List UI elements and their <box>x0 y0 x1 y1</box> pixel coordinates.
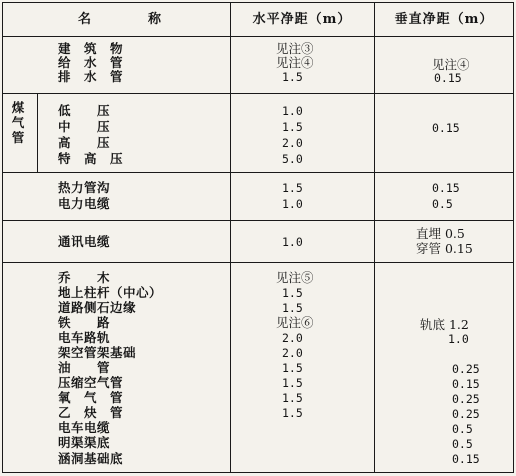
header-vertical: 垂直净距（m） <box>394 12 494 27</box>
row-horizontal: 1.5 <box>282 181 303 195</box>
row-name: 架空管架基础 <box>58 345 137 360</box>
row-name: 给 水 管 <box>58 55 124 70</box>
row-vertical: 轨底 1.2 <box>420 317 469 332</box>
left-border <box>2 2 3 473</box>
row-horizontal: 1.5 <box>282 286 303 300</box>
row-name: 氧 气 管 <box>58 390 124 405</box>
group-divider <box>2 220 514 221</box>
right-border <box>513 2 514 473</box>
row-name: 热力管沟 <box>58 180 111 195</box>
group-divider <box>2 93 514 94</box>
row-horizontal: 见注⑤ <box>276 270 314 285</box>
row-name: 低 压 <box>58 103 111 118</box>
row-name: 中 压 <box>58 119 111 134</box>
row-name: 涵洞基础底 <box>58 451 124 466</box>
row-vertical: 0.15 <box>434 71 462 85</box>
row-name: 电车电缆 <box>58 420 111 435</box>
row-horizontal: 1.0 <box>282 104 303 118</box>
row-horizontal: 见注③ <box>276 41 314 56</box>
gas-subdivider <box>37 93 38 172</box>
group-divider <box>2 172 514 173</box>
column-divider <box>230 2 231 473</box>
row-name: 乙 炔 管 <box>58 405 124 420</box>
row-vertical: 0.25 <box>452 392 480 406</box>
row-name: 建 筑 物 <box>58 41 124 56</box>
row-name: 电力电缆 <box>58 196 111 211</box>
row-horizontal: 2.0 <box>282 331 303 345</box>
row-name: 乔 木 <box>58 270 111 285</box>
row-name: 油 管 <box>58 360 111 375</box>
row-vertical: 0.15 <box>432 181 460 195</box>
row-vertical: 0.5 <box>432 197 453 211</box>
row-vertical: 见注④ <box>432 57 470 72</box>
row-name: 特 高 压 <box>58 151 124 166</box>
row-horizontal: 2.0 <box>282 346 303 360</box>
row-horizontal: 见注⑥ <box>276 315 314 330</box>
row-horizontal: 1.5 <box>282 120 303 134</box>
row-name: 地上柱杆（中心） <box>58 285 163 300</box>
row-vertical: 1.0 <box>448 332 469 346</box>
row-vertical: 0.25 <box>452 362 480 376</box>
row-horizontal: 1.5 <box>282 301 303 315</box>
row-vertical: 0.5 <box>452 437 473 451</box>
row-horizontal: 1.5 <box>282 376 303 390</box>
row-vertical: 直埋 0.5 <box>416 226 465 241</box>
row-name: 排 水 管 <box>58 69 124 84</box>
header-horizontal: 水平净距（m） <box>252 12 352 27</box>
row-vertical: 0.15 <box>432 121 460 135</box>
row-horizontal: 5.0 <box>282 152 303 166</box>
gas-pipe-label: 煤 气 管 <box>11 100 25 145</box>
row-vertical: 0.5 <box>452 422 473 436</box>
row-vertical-alt: 穿管 0.15 <box>416 241 473 256</box>
row-name: 明渠渠底 <box>58 435 111 450</box>
row-vertical: 0.15 <box>452 377 480 391</box>
row-name: 铁 路 <box>58 315 111 330</box>
row-vertical: 0.15 <box>452 452 480 466</box>
row-horizontal: 1.0 <box>282 235 303 249</box>
row-horizontal: 见注④ <box>276 55 314 70</box>
header-divider <box>2 36 514 37</box>
row-name: 通讯电缆 <box>58 234 111 249</box>
row-horizontal: 1.5 <box>282 391 303 405</box>
row-name: 道路侧石边缘 <box>58 300 137 315</box>
row-name: 压缩空气管 <box>58 375 124 390</box>
row-vertical: 0.25 <box>452 407 480 421</box>
row-horizontal: 1.0 <box>282 197 303 211</box>
row-name: 电车路轨 <box>58 330 111 345</box>
header-name: 名 称 <box>77 12 162 27</box>
row-horizontal: 2.0 <box>282 136 303 150</box>
row-horizontal: 1.5 <box>282 406 303 420</box>
row-horizontal: 1.5 <box>282 70 303 84</box>
table-bottom-border <box>2 472 514 473</box>
table-top-border <box>2 2 514 3</box>
column-divider <box>374 2 375 473</box>
row-name: 高 压 <box>58 135 111 150</box>
row-horizontal: 1.5 <box>282 361 303 375</box>
group-divider <box>2 262 514 263</box>
